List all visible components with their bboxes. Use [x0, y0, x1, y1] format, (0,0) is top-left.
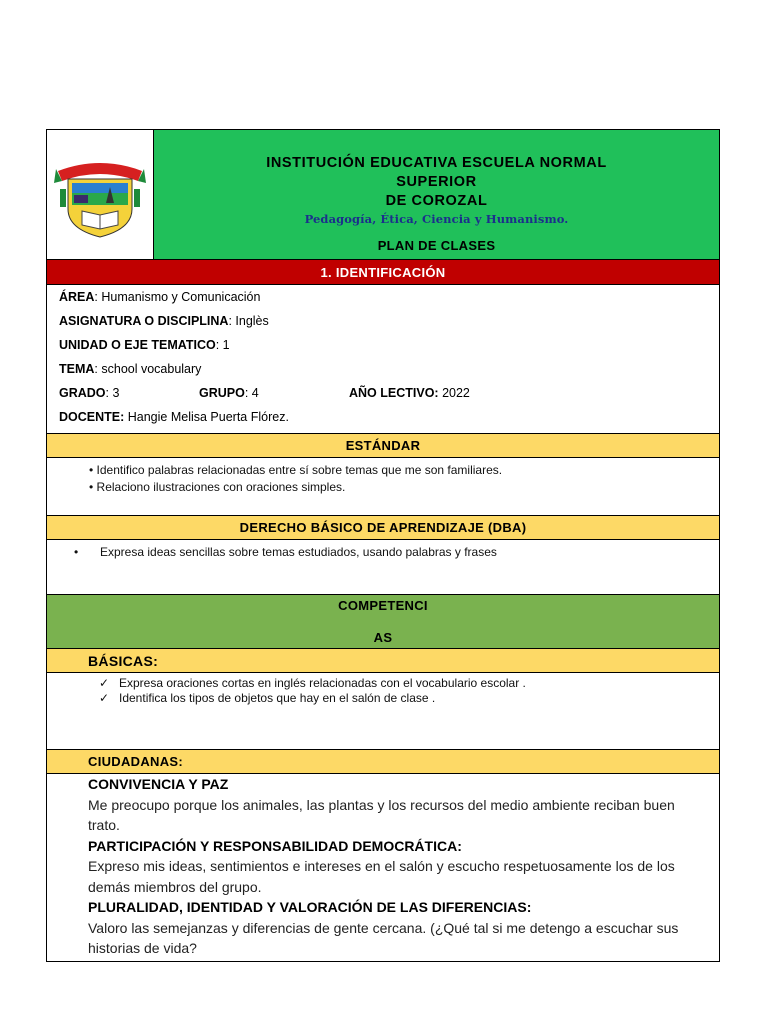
dba-text: Expresa ideas sencillas sobre temas estudiados, usando palabras y frases [100, 545, 497, 559]
standard-item: • Relaciono ilustraciones con oraciones simples. [89, 480, 346, 494]
plan-title: PLAN DE CLASES [377, 238, 496, 253]
lesson-plan-document [46, 129, 720, 962]
area-row: ÁREA: Humanismo y Comunicación [59, 290, 261, 304]
citizen-competencies-heading: CIUDADANAS: [47, 750, 719, 774]
institution-motto: Pedagogía, Ética, Ciencia y Humanismo. [304, 212, 569, 226]
grade-field: GRADO: 3 [59, 386, 120, 400]
bullet: • [74, 545, 79, 559]
year-field: AÑO LECTIVO: 2022 [349, 386, 470, 400]
unit-row: UNIDAD O EJE TEMATICO: 1 [59, 338, 230, 352]
institution-name: INSTITUCIÓN EDUCATIVA ESCUELA NORMAL SUPERIOR DE COROZAL [266, 155, 607, 209]
basic-competencies-section [47, 673, 719, 750]
competencies-heading: COMPETENCI AS [47, 595, 719, 649]
citizen-text: Expreso mis ideas, sentimientos e intereses en el salón y escucho respetuosamente los de los demás miembros del grupo. [88, 858, 675, 895]
dba-heading: DERECHO BÁSICO DE APRENDIZAJE (DBA) [47, 516, 719, 540]
identification-section [47, 285, 719, 434]
teacher-row: DOCENTE: Hangie Melisa Puerta Flórez. [59, 410, 289, 424]
check-icon: ✓ [99, 691, 110, 705]
check-icon: ✓ [99, 676, 110, 690]
standard-heading: ESTÁNDAR [47, 434, 719, 458]
identification-heading: 1. IDENTIFICACIÓN [47, 260, 719, 285]
citizen-heading: CONVIVENCIA Y PAZ [88, 776, 229, 792]
standard-item: • Identifico palabras relacionadas entre sí sobre temas que me son familiares. [89, 463, 503, 477]
school-crest-logo [52, 149, 148, 241]
document-header [47, 130, 719, 260]
standard-section [47, 458, 719, 516]
subject-row: ASIGNATURA O DISCIPLINA: Inglès [59, 314, 269, 328]
dba-section [47, 540, 719, 595]
basic-competencies-heading: BÁSICAS: [47, 649, 719, 673]
theme-row: TEMA: school vocabulary [59, 362, 202, 376]
school-logo-cell [47, 130, 154, 259]
list-item: ✓ Identifica los tipos de objetos que hay en el salón de clase . [99, 691, 436, 705]
citizen-heading: PARTICIPACIÓN Y RESPONSABILIDAD DEMOCRÁTICA: [88, 837, 462, 854]
citizen-text: Me preocupo porque los animales, las plantas y los recursos del medio ambiente reciban buen trato. [88, 796, 675, 833]
list-item: ✓ Expresa oraciones cortas en inglés relacionadas con el vocabulario escolar . [99, 676, 526, 690]
citizen-competencies-section [47, 774, 719, 961]
grade-group-year-row [59, 381, 719, 405]
header-title-cell [154, 130, 719, 259]
group-field: GRUPO: 4 [199, 386, 259, 400]
citizen-heading: PLURALIDAD, IDENTIDAD Y VALORACIÓN DE LAS DIFERENCIAS: [88, 899, 532, 915]
citizen-text: Valoro las semejanzas y diferencias de gente cercana. (¿Qué tal si me detengo a escuchar sus historias de vida? [88, 919, 679, 956]
